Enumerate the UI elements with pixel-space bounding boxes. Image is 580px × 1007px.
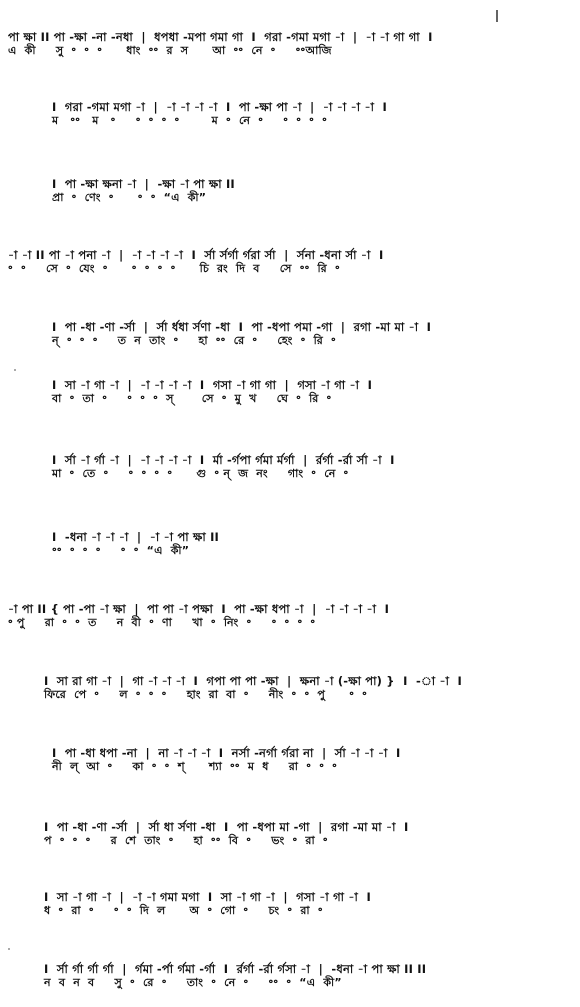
stave-5 [52,320,431,348]
notes-line: I র্সা -া র্গা -া | -া -া -া -া I র্মা -র্গপা র্গমা র্মর্গা | র্রর্গা -র্রা র্সা -া I [52,453,395,467]
stave-3 [52,177,235,205]
notes-line: পা ক্ষা II পা -ক্ষা -না -নধা | ধপধা -মপা গমা গা I গরা -গমা মগা -া | -া -া গা গা I [8,30,433,44]
lyrics-line: ধ ॰ রা ॰ ॰ ॰ দি ল অ ॰ গো ॰ চং ॰ রা ॰ [44,904,323,917]
lyrics-line: ন্ ॰ ॰ ॰ ত ন তাং ॰ হা ॰॰ রে ॰ হেং ॰ রি ॰ [52,334,336,347]
page-corner-mark [496,10,498,22]
stave-7 [52,453,395,481]
lyrics-line: মা ॰ তে ॰ ॰ ॰ ॰ ॰ গু ॰ ন্ জ নং গাং ॰ নে ॰ [52,467,349,480]
notes-line: I সা -া গা -া | -া -া গমা মগা I সা -া গা -া | গসা -া গা -া I [44,890,371,904]
notes-line: I পা -ক্ষা ক্ষনা -া | -ক্ষা -া পা ক্ষা II [52,177,235,191]
stave-14 [44,962,426,990]
scan-speck [14,369,16,371]
lyrics-line: প্রা ॰ ণেং ॰ ॰ ॰ “এ কী” [52,191,207,204]
notes-line: I পা -ধা -ণা -র্সা | র্সা র্ধধা র্সণা -ধা I পা -ধপা পমা -গা | রগা -মা মা -া I [52,320,432,334]
scan-speck [8,948,10,950]
lyrics-line: নী ল্ আ ॰ কা ॰ ॰ শ্ শ্যা ॰॰ ম ধ রা ॰ ॰ ॰ [52,760,338,773]
lyrics-line: ম ॰॰ ম ॰ ॰ ॰ ॰ ॰ ম ॰ নে ॰ ॰ ॰ ॰ ॰ [52,114,328,127]
notes-line: -া -া II পা -া পনা -া | -া -া -া -া I র্সা র্সর্গা র্গরা র্সা | র্সনা -ধনা র্সা -া I [8,248,384,262]
stave-13 [44,890,371,918]
lyrics-line: ॰ ॰ সে ॰ যেং ॰ ॰ ॰ ॰ ॰ চি রং দি ব সে ॰॰ রি ॰ [8,262,340,275]
notes-line: I সা রা গা -া | গা -া -া -া I গপা পা পা -ক্ষা | ক্ষনা -া (-ক্ষা পা) } I -া -া I [44,674,463,688]
notes-line: -া পা II { পা -পা -া ক্ষা | পা পা -া পক্ষা I পা -ক্ষা ধপা -া | -া -া -া -া I [8,602,390,616]
stave-4 [8,248,383,276]
stave-12 [44,820,409,848]
lyrics-line: ॰॰ ॰ ॰ ॰ ॰ ॰ “এ কী” [52,544,190,557]
stave-2 [52,100,387,128]
notes-line: I র্সা র্গা র্গা র্গা | র্গমা -র্পা র্গমা -র্গা I র্রর্গা -র্রা র্গসা -া | -ধনা -া পা ক্ষা II II [44,962,427,976]
notes-line: I সা -া গা -া | -া -া -া -া I গসা -া গা গা | গসা -া গা -া I [52,378,373,392]
stave-6 [52,378,372,406]
stave-1 [8,30,433,58]
notes-line: I পা -ধা ধপা -না | না -া -া -া I নর্সা -নর্গা র্গরা না | র্সা -া -া -া I [52,746,401,760]
lyrics-line: ন ব ন ব সু ॰ রে ॰ তাং ॰ নে ॰ ॰॰ ॰ “এ কী” [44,976,342,989]
stave-11 [52,746,400,774]
notes-line: I গরা -গমা মগা -া | -া -া -া -া I পা -ক্ষা পা -া | -া -া -া -া I [52,100,387,114]
lyrics-line: বা ॰ তা ॰ ॰ ॰ ॰ স্ সে ॰ মু খ ঘে ॰ রি ॰ [52,392,332,405]
notes-line: I -ধনা -া -া -া | -া -া পা ক্ষা II [52,530,220,544]
stave-10 [44,674,462,702]
lyrics-line: প ॰ ॰ ॰ র শে তাং ॰ হা ॰॰ বি ॰ ভং ॰ রা ॰ [44,834,328,847]
stave-9 [8,602,389,630]
lyrics-line: ফিরে পে ॰ ল ॰ ॰ ॰ হাং রা বা ॰ নীং ॰ ॰ পু ॰ ॰ [44,688,368,701]
stave-8 [52,530,219,558]
lyrics-line: এ কী সু ॰ ॰ ॰ ধাং ॰॰ র স আ ॰॰ নে ॰ ॰॰আজি [8,44,332,57]
notes-line: I পা -ধা -ণা -র্সা | র্সা ধা র্সণা -ধা I পা -ধপা মা -গা | রগা -মা মা -া I [44,820,409,834]
lyrics-line: ॰ পু রা ॰ ॰ ত ন বী ॰ ণা খা ॰ নিং ॰ ॰ ॰ ॰ ॰ [8,616,316,629]
